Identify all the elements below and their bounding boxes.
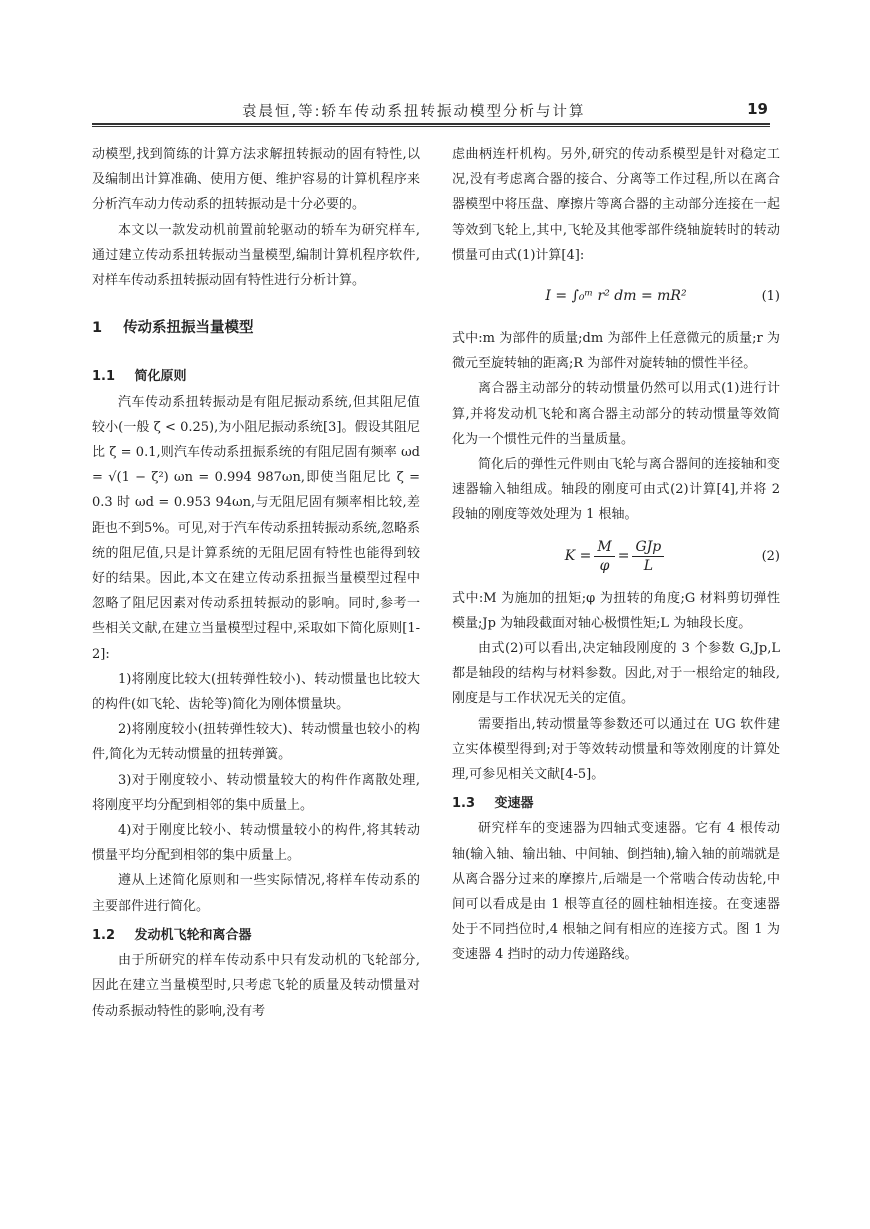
right-column [452,142,780,968]
paragraph: 遵从上述简化原则和一些实际情况,将样车传动系的主要部件进行简化。 [92,873,420,914]
left-column [92,142,420,1024]
subsection-heading [452,791,780,816]
list-item: 3)对于刚度较小、转动惯量较大的构件作离散处理,将刚度平均分配到相邻的集中质量上。 [92,772,420,813]
paragraph: 虑曲柄连杆机构。另外,研究的传动系模型是针对稳定工况,没有考虑离合器的接合、分离等工作过程,所以在离合器模型中将压盘、摩擦片等离合器的主动部分连接在一起等效到飞轮上,其中,飞轮及其他零部件绕轴旋转时的转动惯量可由式(1)计算[4]: [452,147,780,263]
section-heading [92,316,420,341]
paragraph: 由于所研究的样车传动系中只有发动机的飞轮部分,因此在建立当量模型时,只考虑飞轮的质量及转动惯量对传动系振动特性的影响,没有考 [92,953,420,1019]
list-item: 1)将刚度比较大(扭转弹性较小)、转动惯量也比较大的构件(如飞轮、齿轮等)简化为刚体惯量块。 [92,671,420,713]
equation-number: (1) [761,289,780,305]
paragraph: 研究样车的变速器为四轴式变速器。它有 4 根传动轴(输入轴、输出轴、中间轴、倒挡轴),输入轴的前端就是从离合器分过来的摩擦片,后端是一个常啮合传动齿轮,中间可以看成是由 1 根等直径的圆柱轴相连接。在变速器处于不同挡位时,4 根轴之间有相应的连接方式。图 1 为变速器 4 挡时的动力传递路线。 [452,821,780,963]
paragraph: 动模型,找到简练的计算方法求解扭转振动的固有特性,以及编制出计算准确、使用方便、维护容易的计算机程序来分析汽车动力传动系的扭转振动是十分必要的。 [92,147,420,213]
paragraph: 本文以一款发动机前置前轮驱动的轿车为研究样车,通过建立传动系扭转振动当量模型,编制计算机程序软件,对样车传动系扭转振动固有特性进行分析计算。 [92,222,420,289]
paragraph: 式中:m 为部件的质量;dm 为部件上任意微元的质量;r 为微元至旋转轴的距离;R 为部件对旋转轴的惯性半径。 [452,331,780,372]
numerator: GJp [632,538,664,557]
list-item: 4)对于刚度比较小、转动惯量较小的构件,将其转动惯量平均分配到相邻的集中质量上。 [92,823,420,864]
equation-1 [452,268,780,326]
subsection-title: 变速器 [494,796,534,812]
list-item: 2)将刚度较小(扭转弹性较大)、转动惯量也较小的构件,简化为无转动惯量的扭转弹簧。 [92,722,420,763]
subsection-heading [92,364,420,389]
equation-2-lhs: K = [564,548,592,565]
denominator: φ [599,558,610,575]
header-rule [92,123,770,125]
equation-number: (2) [761,549,780,565]
numerator: M [594,538,614,557]
running-header [92,100,770,122]
paragraph: 式中:M 为施加的扭矩;φ 为扭转的角度;G 材料剪切弹性模量;Jp 为轴段截面对轴心极惯性矩;L 为轴段长度。 [452,590,780,631]
equation-1-body: I = ∫₀ᵐ r² dm = mR² [545,288,687,305]
paragraph: 离合器主动部分的转动惯量仍然可以用式(1)进行计算,并将发动机飞轮和离合器主动部分的转动惯量等效简化为一个惯性元件的当量质量。 [452,381,780,447]
section-number: 1 [92,320,103,337]
subsection-number: 1.3 [452,796,476,812]
paragraph: 需要指出,转动惯量等参数还可以通过在 UG 软件建立实体模型得到;对于等效转动惯量和等效刚度的计算处理,可参见相关文献[4-5]。 [452,716,780,783]
page-number: 19 [747,100,768,118]
section-title: 传动系扭振当量模型 [123,320,254,337]
subsection-number: 1.1 [92,369,116,385]
denominator: L [643,558,653,575]
header-rule-thin [92,126,770,127]
subsection-heading [92,923,420,948]
fraction [632,538,664,575]
running-title: 袁晨恒,等:轿车传动系扭转振动模型分析与计算 [242,104,586,120]
fraction [594,538,614,575]
paragraph: 简化后的弹性元件则由飞轮与离合器间的连接轴和变速器输入轴组成。轴段的刚度可由式(2)计算[4],并将 2 段轴的刚度等效处理为 1 根轴。 [452,457,780,523]
subsection-title: 发动机飞轮和离合器 [134,927,252,943]
paragraph: 由式(2)可以看出,决定轴段刚度的 3 个参数 G,Jp,L 都是轴段的结构与材料参数。因此,对于一根给定的轴段,刚度是与工作状况无关的定值。 [452,641,780,707]
paragraph: 汽车传动系扭转振动是有阻尼振动系统,但其阻尼值较小(一般 ζ < 0.25),为小阻尼振动系统[3]。假设其阻尼比 ζ = 0.1,则汽车传动系扭振系统的有阻尼固有频率 ωd = √(1 − ζ²) ωn = 0.994 987ωn,即使当阻尼比 ζ = 0.3 时 ωd = 0.953 94ωn,与无阻尼固有频率相比较,差距也不到5%。可见,对于汽车传动系扭转振动系统,忽略系统的阻尼值,只是计算系统的无阻尼固有特性也能得到较好的结果。因此,本文在建立传动系扭振当量模型过程中忽略了阻尼因素对传动系扭转振动的影响。同时,参考一些相关文献,在建立当量模型过程中,采取如下简化原则[1-2]: [92,394,420,662]
equation-2 [452,528,780,586]
subsection-number: 1.2 [92,927,116,943]
subsection-title: 简化原则 [134,369,187,385]
equals-sign: = [617,548,630,565]
